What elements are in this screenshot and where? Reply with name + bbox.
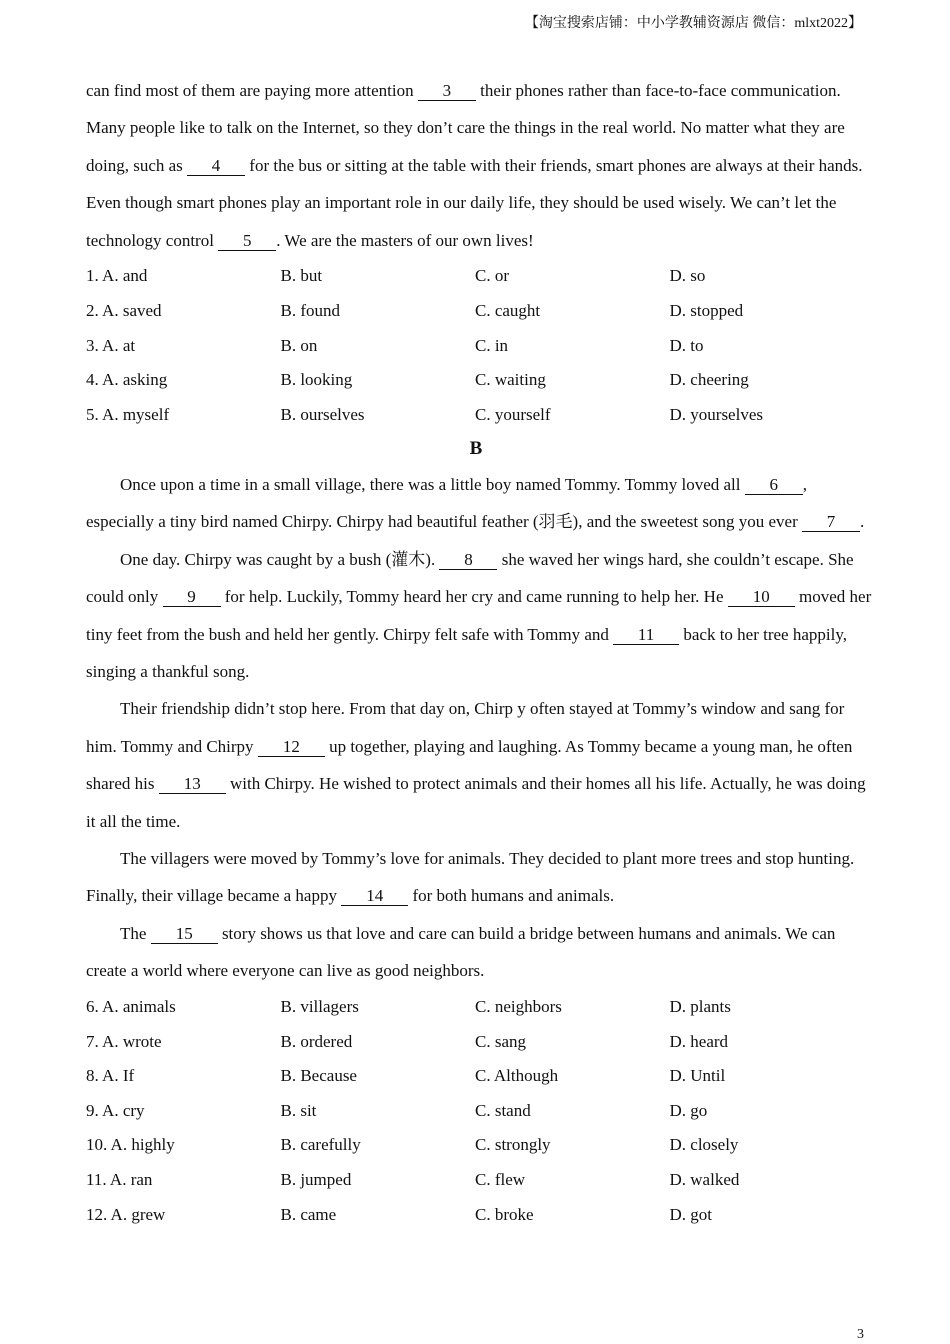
- option-row: [86, 1024, 866, 1059]
- option-choice: D. yourselves: [669, 404, 763, 424]
- option-choice: C. Although: [475, 1066, 559, 1086]
- text-run: technology control: [86, 230, 219, 250]
- text-run: can find most of them are paying more attention: [86, 81, 418, 100]
- text-run: especially a tiny bird named Chirpy. Chirpy had beautiful feather (羽毛), and the sweetest song you ever: [86, 512, 802, 532]
- option-choice: C. neighbors: [475, 996, 562, 1016]
- text-run: Even though smart phones play an important role in our daily life, they should be used wisely. We can’t let the: [86, 193, 837, 213]
- options-a: [86, 259, 866, 432]
- option-choice: 5. A. myself: [86, 404, 170, 424]
- text-run: .: [860, 512, 865, 532]
- option-choice: D. cheering: [669, 370, 749, 390]
- passage-a: [86, 72, 866, 259]
- answer-blank: 6: [745, 476, 803, 495]
- passage-line: [86, 72, 866, 109]
- option-choice: B. ourselves: [280, 404, 365, 424]
- option-choice: D. heard: [669, 1031, 729, 1051]
- passage-line: [86, 765, 866, 802]
- option-choice: B. on: [280, 335, 318, 355]
- option-choice: B. found: [280, 300, 340, 320]
- answer-blank: 14: [341, 887, 408, 906]
- option-choice: C. sang: [475, 1031, 526, 1051]
- passage-line: [86, 109, 866, 146]
- option-choice: D. plants: [669, 996, 731, 1016]
- answer-blank: 10: [728, 588, 795, 607]
- option-choice: 10. A. highly: [86, 1135, 175, 1155]
- passage-line: [86, 578, 872, 615]
- option-choice: D. got: [669, 1204, 712, 1224]
- text-run: it all the time.: [86, 811, 181, 831]
- section-b-title: B: [469, 438, 483, 459]
- answer-blank: 11: [613, 626, 679, 645]
- text-run: Once upon a time in a small village, there was a little boy named Tommy. Tommy loved all: [120, 475, 745, 494]
- passage-line: [86, 840, 866, 877]
- text-run: for both humans and animals.: [408, 886, 615, 906]
- passage-line: [86, 616, 866, 653]
- answer-blank: 13: [159, 775, 226, 794]
- answer-blank: 12: [258, 738, 325, 757]
- passage-line: [86, 466, 866, 503]
- text-run: The: [120, 923, 151, 943]
- option-row: [86, 1197, 866, 1232]
- passage-line: [86, 952, 866, 989]
- text-run: story shows us that love and care can build a bridge between humans and animals. We can: [217, 923, 836, 943]
- option-choice: B. but: [280, 266, 323, 286]
- option-row: [86, 397, 866, 432]
- option-choice: C. or: [475, 266, 509, 286]
- option-choice: D. so: [669, 266, 706, 286]
- passage-line: [86, 915, 866, 952]
- text-run: The villagers were moved by Tommy’s love for animals. They decided to plant more trees and stop hunting.: [120, 849, 855, 869]
- option-choice: 9. A. cry: [86, 1100, 145, 1120]
- answer-blank: 9: [163, 588, 221, 607]
- option-choice: D. closely: [669, 1135, 739, 1155]
- option-row: [86, 990, 866, 1025]
- option-choice: 8. A. If: [86, 1066, 135, 1086]
- text-run: she waved her wings hard, she couldn’t escape. She: [497, 549, 854, 569]
- text-run: create a world where everyone can live as good neighbors.: [86, 961, 485, 981]
- option-choice: B. carefully: [280, 1135, 361, 1155]
- option-choice: 2. A. saved: [86, 300, 162, 320]
- option-choice: 11. A. ran: [86, 1169, 153, 1189]
- option-row: [86, 259, 866, 294]
- text-run: Their friendship didn’t stop here. From that day on, Chirp y often stayed at Tommy’s window and sang for: [120, 699, 845, 719]
- option-choice: C. yourself: [475, 404, 551, 424]
- answer-blank: 5: [218, 232, 276, 251]
- text-run: up together, playing and laughing. As Tommy became a young man, he often: [324, 736, 853, 756]
- passage-line: [86, 222, 866, 259]
- option-choice: 4. A. asking: [86, 370, 168, 390]
- text-run: for help. Luckily, Tommy heard her cry and came running to help her. He: [220, 587, 728, 607]
- text-run: moved her: [794, 587, 872, 607]
- passage-line: [86, 541, 866, 578]
- text-run: could only: [86, 587, 163, 607]
- option-row: [86, 294, 866, 329]
- option-choice: 7. A. wrote: [86, 1031, 162, 1051]
- option-choice: D. to: [669, 335, 704, 355]
- option-choice: C. broke: [475, 1204, 534, 1224]
- answer-blank: 3: [418, 82, 476, 101]
- text-run: shared his: [86, 774, 159, 794]
- option-choice: B. ordered: [280, 1031, 353, 1051]
- text-run: for the bus or sitting at the table with their friends, smart phones are always at their hands.: [245, 155, 863, 175]
- option-choice: B. jumped: [280, 1169, 352, 1189]
- passage-line: [86, 147, 866, 184]
- text-run: . We are the masters of our own lives!: [276, 230, 534, 250]
- text-run: Many people like to talk on the Internet, so they don’t care the things in the real world. No matter what they are: [86, 118, 845, 138]
- option-choice: B. Because: [280, 1066, 357, 1086]
- answer-blank: 4: [187, 157, 245, 176]
- page-header: 【淘宝搜索店铺：中小学教辅资源店 微信：mlxt2022】: [524, 16, 862, 31]
- answer-blank: 8: [439, 551, 497, 570]
- option-choice: D. walked: [669, 1169, 740, 1189]
- option-choice: C. in: [475, 335, 509, 355]
- passage-line: [86, 184, 866, 221]
- text-run: back to her tree happily,: [679, 624, 847, 644]
- text-run: their phones rather than face-to-face communication.: [475, 81, 841, 100]
- option-choice: 12. A. grew: [86, 1204, 166, 1224]
- option-row: [86, 363, 866, 398]
- passage-b: [86, 466, 872, 990]
- option-choice: D. stopped: [669, 300, 744, 320]
- option-row: [86, 1163, 866, 1198]
- answer-blank: 7: [802, 513, 860, 532]
- option-choice: B. looking: [280, 370, 353, 390]
- text-run: him. Tommy and Chirpy: [86, 736, 258, 756]
- option-row: [86, 1059, 866, 1094]
- option-row: [86, 328, 866, 363]
- text-run: singing a thankful song.: [86, 662, 250, 682]
- passage-line: [86, 503, 866, 540]
- option-choice: C. waiting: [475, 370, 546, 390]
- option-choice: C. stand: [475, 1100, 531, 1120]
- option-choice: D. go: [669, 1100, 708, 1120]
- option-choice: C. strongly: [475, 1135, 551, 1155]
- option-choice: D. Until: [669, 1066, 726, 1086]
- option-choice: B. came: [280, 1204, 337, 1224]
- page-content: [86, 72, 872, 1232]
- option-choice: 3. A. at: [86, 335, 136, 355]
- option-row: [86, 1128, 866, 1163]
- text-run: with Chirpy. He wished to protect animals and their homes all his life. Actually, he was doing: [225, 774, 866, 794]
- option-choice: 6. A. animals: [86, 996, 176, 1016]
- passage-line: [86, 690, 866, 727]
- text-run: ,: [802, 475, 807, 494]
- option-choice: C. caught: [475, 300, 541, 320]
- passage-line: [86, 653, 866, 690]
- options-b: [86, 990, 866, 1232]
- passage-line: [86, 803, 866, 840]
- text-run: One day. Chirpy was caught by a bush (灌木).: [120, 549, 440, 569]
- option-choice: B. sit: [280, 1100, 317, 1120]
- option-row: [86, 1093, 866, 1128]
- text-run: Finally, their village became a happy: [86, 886, 342, 906]
- answer-blank: 15: [151, 925, 218, 944]
- text-run: tiny feet from the bush and held her gently. Chirpy felt safe with Tommy and: [86, 624, 614, 644]
- passage-line: [86, 877, 866, 914]
- page-number: 3: [857, 1327, 864, 1342]
- option-choice: 1. A. and: [86, 266, 148, 286]
- passage-line: [86, 728, 866, 765]
- text-run: doing, such as: [86, 155, 188, 175]
- option-choice: B. villagers: [280, 996, 359, 1016]
- option-choice: C. flew: [475, 1169, 526, 1189]
